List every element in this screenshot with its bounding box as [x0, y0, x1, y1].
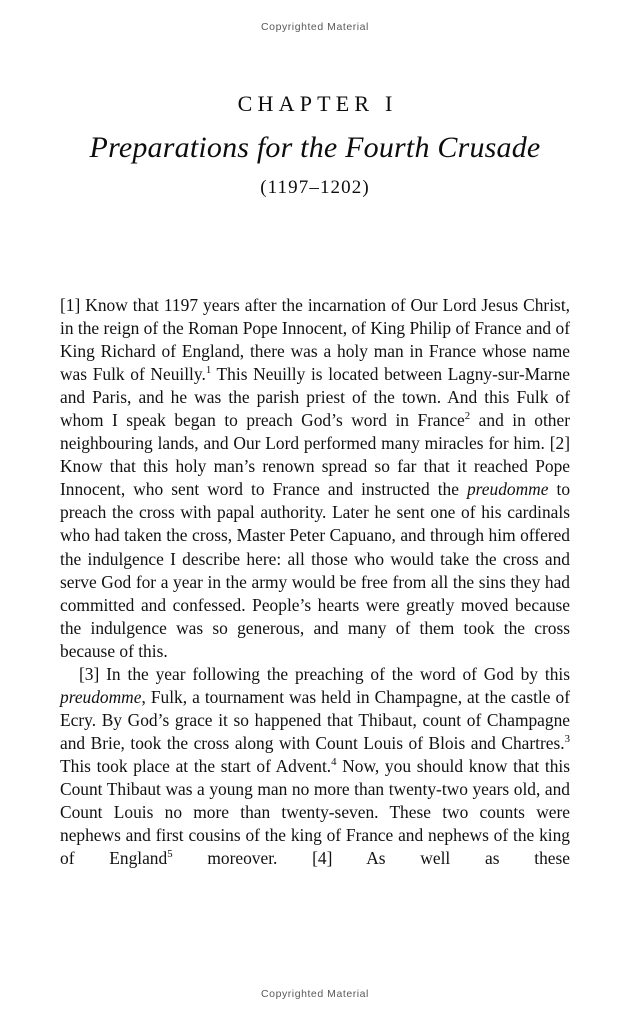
- text-run: , Fulk, a tournament was held in Champagne, at the castle of Ecry. By God’s grace it so happened that Thibaut, count of Champagne and Brie, took the cross along with Count Louis of Blois and Chartres.: [60, 686, 570, 753]
- footnote-marker[interactable]: 5: [167, 848, 173, 861]
- paragraph-2: [60, 663, 570, 870]
- section-number: [4]: [312, 848, 333, 869]
- text-run: This Neuilly is located between Lagny-sur-Marne and Paris, and he was the parish priest of the town. And this Fulk of whom I speak began to preach God’s word in France: [60, 364, 571, 431]
- text-run: and in other neighbouring lands, and Our Lord performed many miracles for him.: [60, 410, 571, 454]
- text-run: Know that this holy man’s renown spread so far that it reached Pope Innocent, who sent word to France and instructed the: [60, 456, 570, 500]
- text-run: Now, you should know that this Count Thibaut was a young man no more than twenty-two years old, and Count Louis no more than twenty-seven. These two counts were nephews and first cousins of the king of France and nephews of the king of England: [60, 755, 570, 869]
- chapter-title: Preparations for the Fourth Crusade: [89, 131, 541, 165]
- italic-term: preudomme: [466, 479, 549, 500]
- copyright-watermark-top: Copyrighted Material: [261, 21, 369, 33]
- footnote-marker[interactable]: 2: [464, 410, 471, 423]
- section-number: [3]: [79, 663, 100, 684]
- footnote-marker[interactable]: 1: [205, 364, 212, 377]
- italic-term: preudomme: [60, 686, 142, 707]
- footnote-marker[interactable]: 3: [564, 733, 570, 746]
- chapter-heading-block: [0, 92, 630, 199]
- chapter-date-range: (1197–1202): [260, 177, 370, 199]
- text-run: moreover.: [172, 848, 313, 869]
- text-run: Know that 1197 years after the incarnation of Our Lord Jesus Christ, in the reign of the Roman Pope Innocent, of King Philip of France and of King Richard of England, there was a holy man in France whose name was Fulk of Neuilly.: [60, 295, 570, 385]
- text-run: In the year following the preaching of the word of God by this: [99, 663, 570, 684]
- section-number: [1]: [60, 295, 81, 315]
- text-run: As well as these: [332, 848, 570, 869]
- text-run: to preach the cross with papal authority. Later he sent one of his cardinals who had taken the cross, Master Peter Capuano, and through him offered the indulgence I describe here: all those who would take the cross and serve God for a year in the army would be free from all the sins they had committed and confessed. People’s hearts were greatly moved because the indulgence was so generous, and many of them took the cross because of this.: [60, 479, 571, 661]
- copyright-watermark-bottom: Copyrighted Material: [261, 988, 369, 1000]
- footnote-marker[interactable]: 4: [331, 756, 337, 769]
- paragraph-1: [60, 294, 570, 663]
- section-number: [2]: [549, 433, 570, 454]
- body-text-block: [60, 294, 570, 870]
- text-run: This took place at the start of Advent.: [60, 755, 332, 776]
- chapter-number-label: CHAPTER I: [237, 91, 398, 116]
